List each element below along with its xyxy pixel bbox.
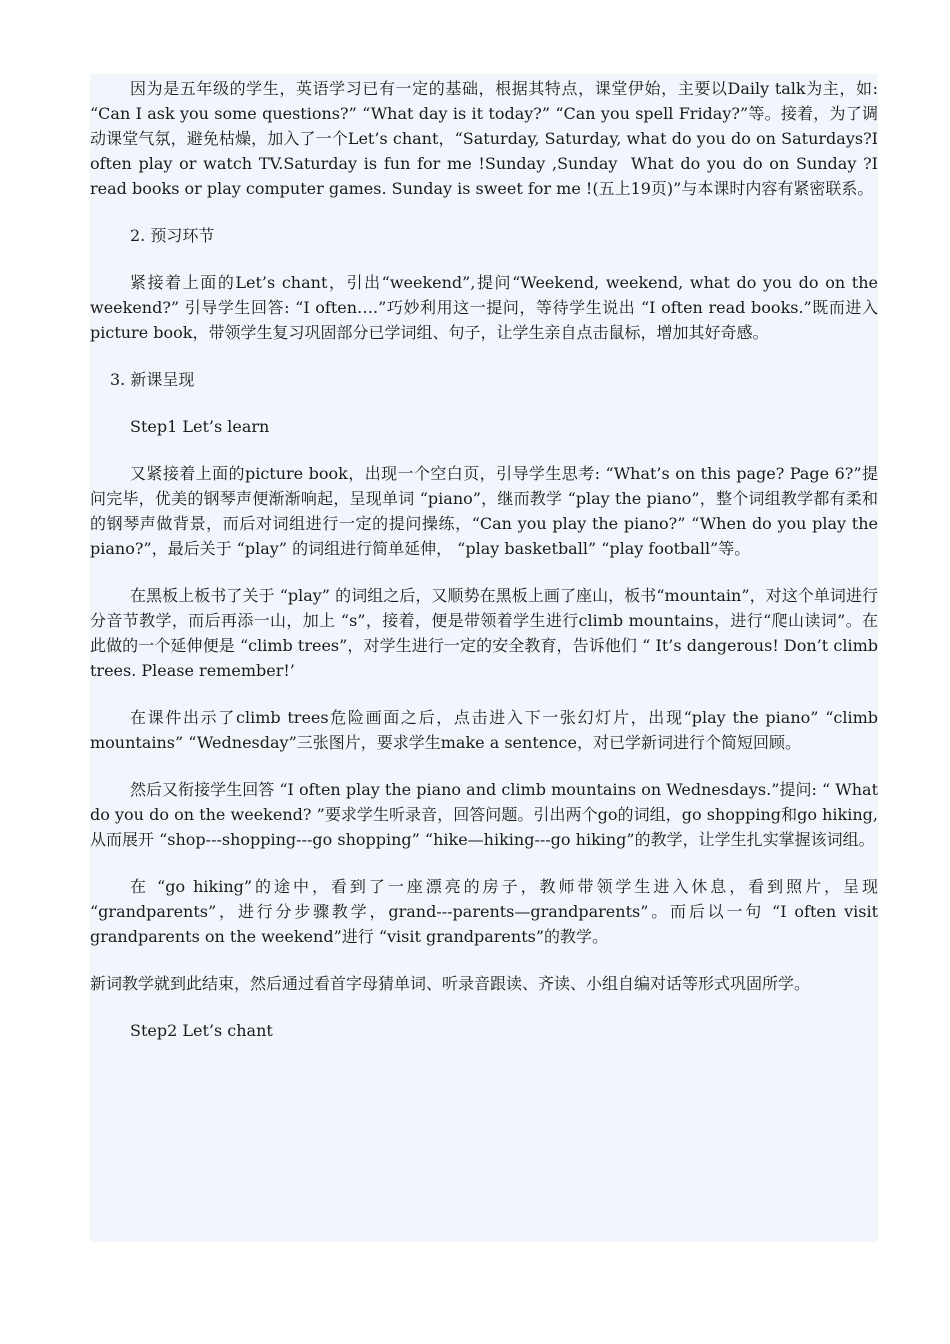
learn-paragraph-review: 在课件出示了climb trees危险画面之后，点击进入下一张幻灯片，出现“play the piano” “climb mountains” “Wednesday”三张图片，要求学生make a sentence，对已学新词进行个简短回顾。	[90, 708, 884, 752]
preview-paragraph: 紧接着上面的Let’s chant，引出“weekend”,提问“Weekend, weekend, what do you do on the weekend?” 引导学生回答: “I often….”巧妙利用这一提问，等待学生说出 “I often read books.”既而进入picture book，带领学生复习巩固部分已学词组、句子，让学生亲自点击鼠标，增加其好奇感。	[90, 273, 884, 342]
learn-paragraph-grandparents: 在 “go hiking”的途中，看到了一座漂亮的房子，教师带领学生进入休息，看到照片，呈现 “grandparents”，进行分步骤教学，grand---parents—grandparents”。而后以一句 “I often visit grandparents on the weekend”进行 “visit grandparents”的教学。	[90, 877, 884, 946]
summary-paragraph: 新词教学就到此结束，然后通过看首字母猜单词、听录音跟读、齐读、小组自编对话等形式巩固所学。	[90, 974, 811, 993]
section-heading-new-lesson: 3. 新课呈现	[110, 370, 195, 389]
step2-heading: Step2 Let’s chant	[130, 1021, 273, 1040]
document-page	[90, 74, 884, 1242]
learn-paragraph-piano: 又紧接着上面的picture book，出现一个空白页，引导学生思考: “What’s on this page? Page 6?”提问完毕，优美的钢琴声便渐渐响起，呈现单词 “piano”，继而教学 “play the piano”，整个词组教学都有柔和的钢琴声做背景，而后对词组进行一定的提问操练，“Can you play the piano?” “When do you play the piano?”，最后关于 “play” 的词组进行简单延伸， “play basketball” “play football”等。	[90, 464, 884, 558]
learn-paragraph-mountains: 在黑板上板书了关于 “play” 的词组之后，又顺势在黑板上画了座山，板书“mountain”，对这个单词进行分音节教学，而后再添一山，加上 “s”，接着，便是带领着学生进行climb mountains，进行“爬山读词”。在此做的一个延伸便是 “climb trees”，对学生进行一定的安全教育，告诉他们 “ It’s dangerous! Don’t climb trees. Please remember!’	[90, 586, 884, 680]
step1-heading: Step1 Let’s learn	[130, 417, 270, 436]
intro-paragraph: 因为是五年级的学生，英语学习已有一定的基础，根据其特点，课堂伊始，主要以Daily talk为主，如: “Can I ask you some questions?” “What day is it today?” “Can you spell Friday?”等。接着，为了调动课堂气氛，避免枯燥，加入了一个Let’s chant，“Saturday, Saturday, what do you do on Saturdays?I often play or watch TV.Saturday is fun for me !Sunday ,Sunday What do you do on Sunday ?I read books or play computer games. Sunday is sweet for me !(五上19页)”与本课时内容有紧密联系。	[90, 79, 884, 198]
learn-paragraph-weekend: 然后又衔接学生回答 “I often play the piano and climb mountains on Wednesdays.”提问: “ What do you do on the weekend? ”要求学生听录音，回答问题。引出两个go的词组，go shopping和go hiking, 从而展开 “shop---shopping---go shopping” “hike—hiking---go hiking”的教学，让学生扎实掌握该词组。	[90, 780, 884, 849]
section-heading-preview: 2. 预习环节	[130, 226, 215, 245]
